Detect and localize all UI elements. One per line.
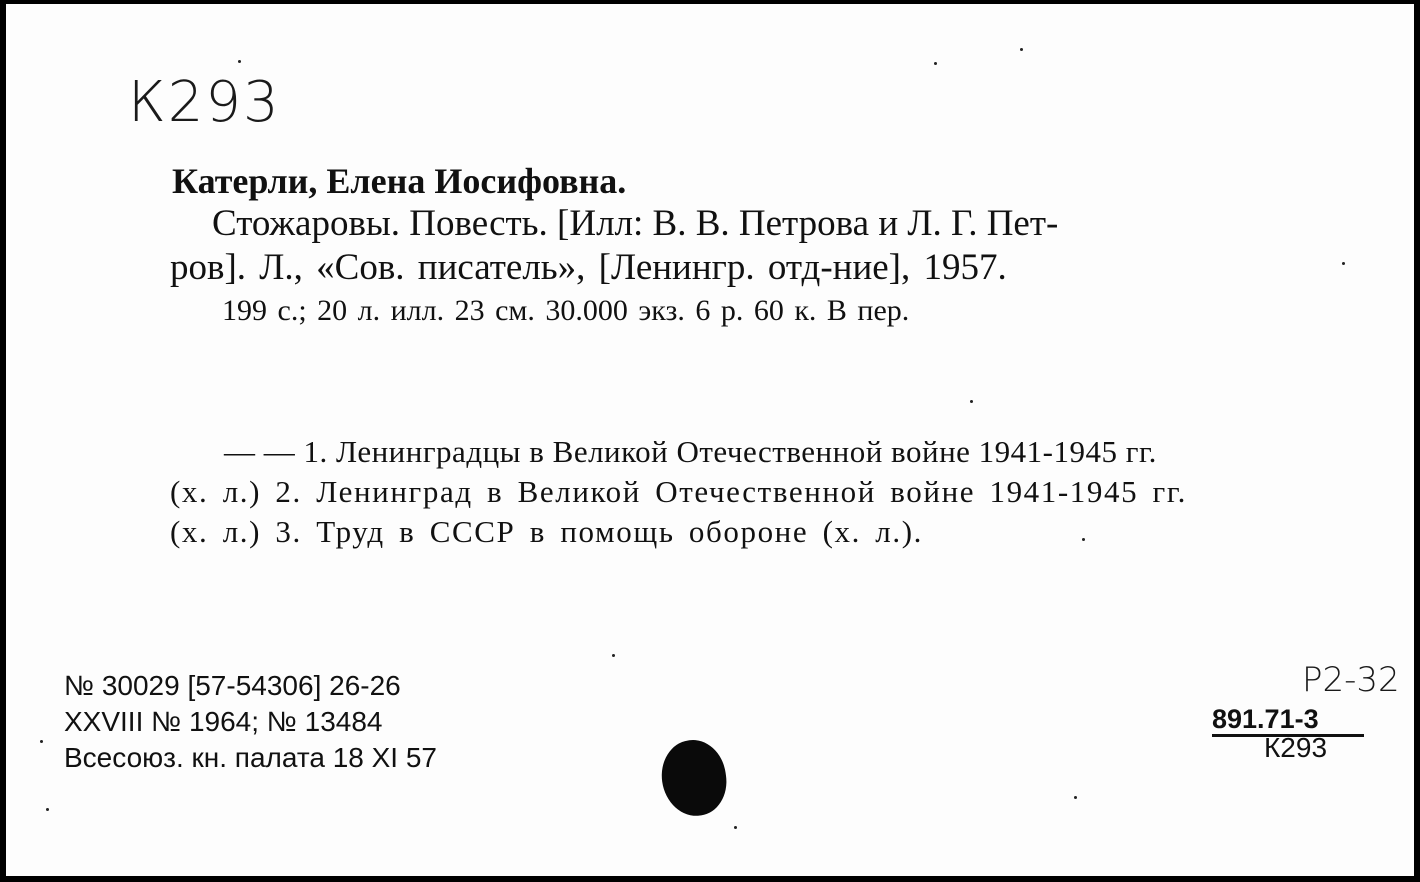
speck <box>1074 796 1077 799</box>
catalog-card <box>6 4 1414 876</box>
speck <box>1020 48 1023 51</box>
subject-line-3: (х. л.) 3. Труд в СССР в помощь обороне (х. л.). <box>170 514 923 549</box>
speck <box>612 654 615 657</box>
classification-new: Р2-32 <box>1302 660 1400 700</box>
speck <box>970 400 973 403</box>
speck <box>238 60 241 63</box>
registry-line-2: XXVIII № 1964; № 13484 <box>64 706 383 737</box>
speck <box>1082 538 1085 541</box>
title-line-1: Стожаровы. Повесть. [Илл: В. В. Петрова и Л. Г. Пет- <box>212 203 1059 244</box>
title-line-2: ров]. Л., «Сов. писатель», [Ленингр. отд-ние], 1957. <box>170 247 1007 288</box>
speck <box>1342 262 1345 265</box>
speck <box>934 62 937 65</box>
classification-old: 891.71-3 <box>1212 704 1319 734</box>
punch-hole <box>657 736 731 820</box>
subject-line-2: (х. л.) 2. Ленинград в Великой Отечественной войне 1941-1945 гг. <box>170 474 1188 509</box>
shelf-call-number: К293 <box>1264 732 1328 763</box>
handwritten-call-number: К293 <box>128 70 281 135</box>
registry-line-1: № 30029 [57-54306] 26-26 <box>64 670 401 701</box>
author-heading: Катерли, Елена Иосифовна. <box>172 161 627 201</box>
speck <box>734 826 737 829</box>
registry-line-3: Всесоюз. кн. палата 18 XI 57 <box>64 742 437 773</box>
physical-description: 199 с.; 20 л. илл. 23 см. 30.000 экз. 6 р. 60 к. В пер. <box>222 294 910 327</box>
subject-line-1: — — 1. Ленинградцы в Великой Отечественной войне 1941-1945 гг. <box>224 434 1157 469</box>
speck <box>40 740 43 743</box>
speck <box>46 808 49 811</box>
